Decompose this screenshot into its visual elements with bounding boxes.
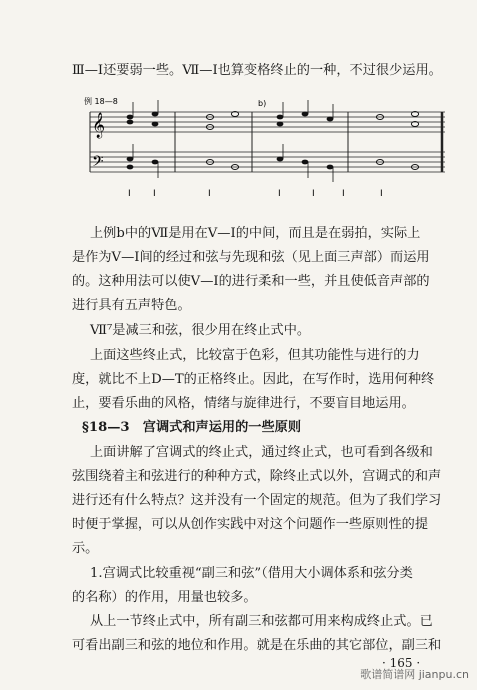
svg-text:Ⅰ: Ⅰ [278, 189, 281, 199]
roman-numerals [128, 189, 383, 199]
treble-clef-icon: 𝄞 [92, 113, 106, 138]
svg-text:Ⅰ: Ⅰ [380, 189, 383, 199]
notes [127, 112, 419, 170]
section-heading: §18—3 宫调式和声运用的一些原则 [82, 420, 302, 435]
example-b-label: b) [258, 99, 267, 108]
svg-text:Ⅰ: Ⅰ [208, 189, 211, 199]
treble-staff [90, 112, 445, 132]
watermark: 歌谱简谱网 jianpu.cn [360, 668, 469, 681]
barlines [90, 112, 442, 172]
bass-staff [90, 152, 445, 172]
page-number: · 165 · [382, 656, 421, 670]
bass-clef-icon: 𝄢 [92, 153, 104, 174]
svg-text:Ⅰ: Ⅰ [153, 189, 156, 199]
music-example-18-8 [80, 96, 450, 206]
paragraph-2: Ⅶ⁷是减三和弦，很少用在终止式中。 [90, 323, 311, 338]
svg-text:Ⅰ: Ⅰ [312, 189, 315, 199]
intro-line: Ⅲ—Ⅰ还要弱一些。Ⅶ—Ⅰ也算变格终止的一种，不过很少运用。 [72, 63, 442, 78]
svg-text:Ⅰ: Ⅰ [128, 189, 131, 199]
svg-text:Ⅰ: Ⅰ [342, 189, 345, 199]
example-label: 例 18—8 [84, 97, 118, 106]
